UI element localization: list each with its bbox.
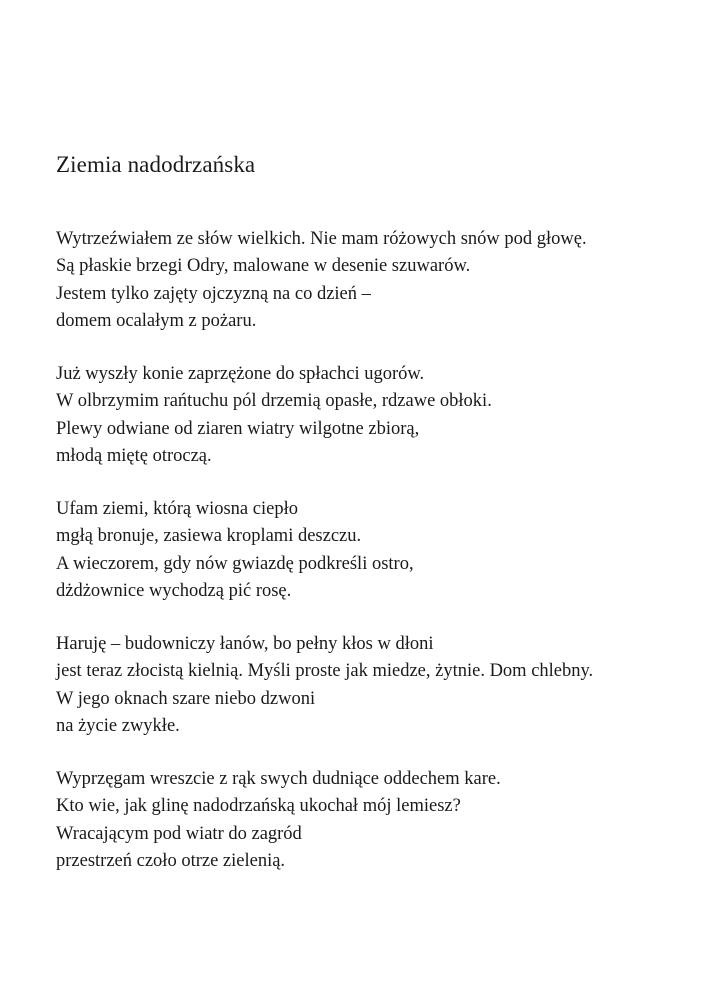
poem-line: W olbrzymim rańtuchu pól drzemią opasłe, rdzawe obłoki. (56, 391, 492, 412)
poem-line: Jestem tylko zajęty ojczyzną na co dzień – (56, 283, 371, 304)
poem-line: Są płaskie brzegi Odry, malowane w desenie szuwarów. (56, 256, 471, 277)
poem-line: Wytrzeźwiałem ze słów wielkich. Nie mam różowych snów pod głowę. (56, 229, 587, 249)
poem-body (56, 226, 706, 901)
poem-line: Kto wie, jak glinę nadodrzańską ukochał mój lemiesz? (56, 796, 461, 817)
stanza (56, 361, 706, 470)
poem-title: Ziemia nadodrzańska (56, 152, 256, 177)
poem-line: W jego oknach szare niebo dzwoni (56, 688, 316, 709)
stanza (56, 496, 706, 605)
poem-line: przestrzeń czoło otrze zielenią. (56, 850, 286, 871)
poem-line: Ufam ziemi, którą wiosna ciepło (56, 499, 298, 519)
poem-line: Plewy odwiane od ziaren wiatry wilgotne zbiorą, (56, 418, 420, 439)
poem-line: Wracającym pod wiatr do zagród (56, 823, 302, 844)
poem-line: dżdżownice wychodzą pić rosę. (56, 580, 292, 601)
poem-line: A wieczorem, gdy nów gwiazdę podkreśli ostro, (56, 553, 414, 574)
poem-line: młodą miętę otroczą. (56, 445, 212, 466)
poem-line: domem ocalałym z pożaru. (56, 310, 257, 331)
poem-line: Już wyszły konie zaprzężone do spłachci ugorów. (56, 364, 425, 384)
stanza (56, 766, 706, 875)
poem-line: mgłą bronuje, zasiewa kroplami deszczu. (56, 526, 362, 547)
poem-line: jest teraz złocistą kielnią. Myśli proste jak miedze, żytnie. Dom chlebny. (56, 661, 594, 682)
poem-line: Haruję – budowniczy łanów, bo pełny kłos w dłoni (56, 634, 434, 654)
poem-line: Wyprzęgam wreszcie z rąk swych dudniące oddechem kare. (56, 769, 501, 789)
poem-line: na życie zwykłe. (56, 715, 180, 736)
stanza (56, 631, 706, 740)
stanza (56, 226, 706, 335)
